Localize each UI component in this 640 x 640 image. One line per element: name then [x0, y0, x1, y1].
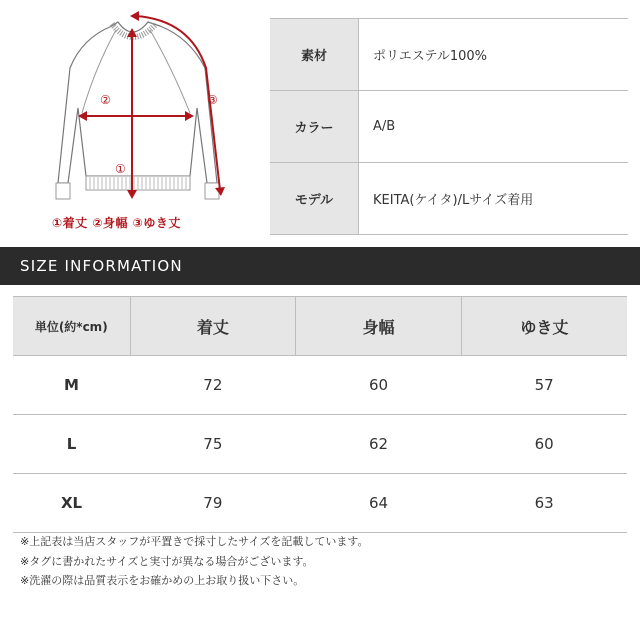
sweater-diagram	[20, 8, 245, 233]
size-cell: 63	[461, 474, 627, 533]
spec-value: KEITA(ケイタ)/Lサイズ着用	[359, 163, 629, 235]
spec-table	[270, 18, 628, 235]
table-row	[13, 415, 627, 474]
notes	[20, 532, 368, 591]
spec-label: 素材	[270, 19, 359, 91]
marker-2: ②	[100, 93, 111, 107]
size-info-band	[0, 247, 640, 285]
spec-value: A/B	[359, 91, 629, 163]
size-cell: 57	[461, 356, 627, 415]
size-cell: 62	[296, 415, 462, 474]
size-cell: 60	[296, 356, 462, 415]
size-cell: 64	[296, 474, 462, 533]
note-line: ※上記表は当店スタッフが平置きで採寸したサイズを記載しています。	[20, 535, 369, 548]
size-cell: 79	[130, 474, 296, 533]
spec-row-material	[270, 19, 628, 91]
marker-1: ①	[115, 162, 126, 176]
spec-label: モデル	[270, 163, 359, 235]
size-label: L	[13, 415, 130, 474]
spec-row-color	[270, 91, 628, 163]
size-label: M	[13, 356, 130, 415]
sweater-outline	[58, 22, 217, 183]
size-cell: 75	[130, 415, 296, 474]
size-label: XL	[13, 474, 130, 533]
note-line: ※タグに書かれたサイズと実寸が異なる場合がございます。	[20, 554, 314, 568]
header-width: 身幅	[296, 297, 462, 356]
header-unit: 単位(約*cm)	[13, 297, 130, 356]
size-cell: 72	[130, 356, 296, 415]
table-row	[13, 356, 627, 415]
left-cuff	[56, 183, 70, 199]
spec-label: カラー	[270, 91, 359, 163]
size-table	[13, 296, 627, 533]
note-line: ※洗濯の際は品質表示をお確かめの上お取り扱い下さい。	[20, 574, 305, 587]
header-sleeve: ゆき丈	[461, 297, 627, 356]
right-cuff	[205, 183, 219, 199]
table-row	[13, 474, 627, 533]
size-table-header	[13, 297, 627, 356]
spec-row-model	[270, 163, 628, 235]
diagram-legend: ①着丈 ②身幅 ③ゆき丈	[52, 216, 181, 230]
header-length: 着丈	[130, 297, 296, 356]
size-info-title: SIZE INFORMATION	[20, 257, 183, 275]
size-cell: 60	[461, 415, 627, 474]
marker-3: ③	[207, 93, 218, 107]
spec-value: ポリエステル100%	[359, 19, 629, 91]
